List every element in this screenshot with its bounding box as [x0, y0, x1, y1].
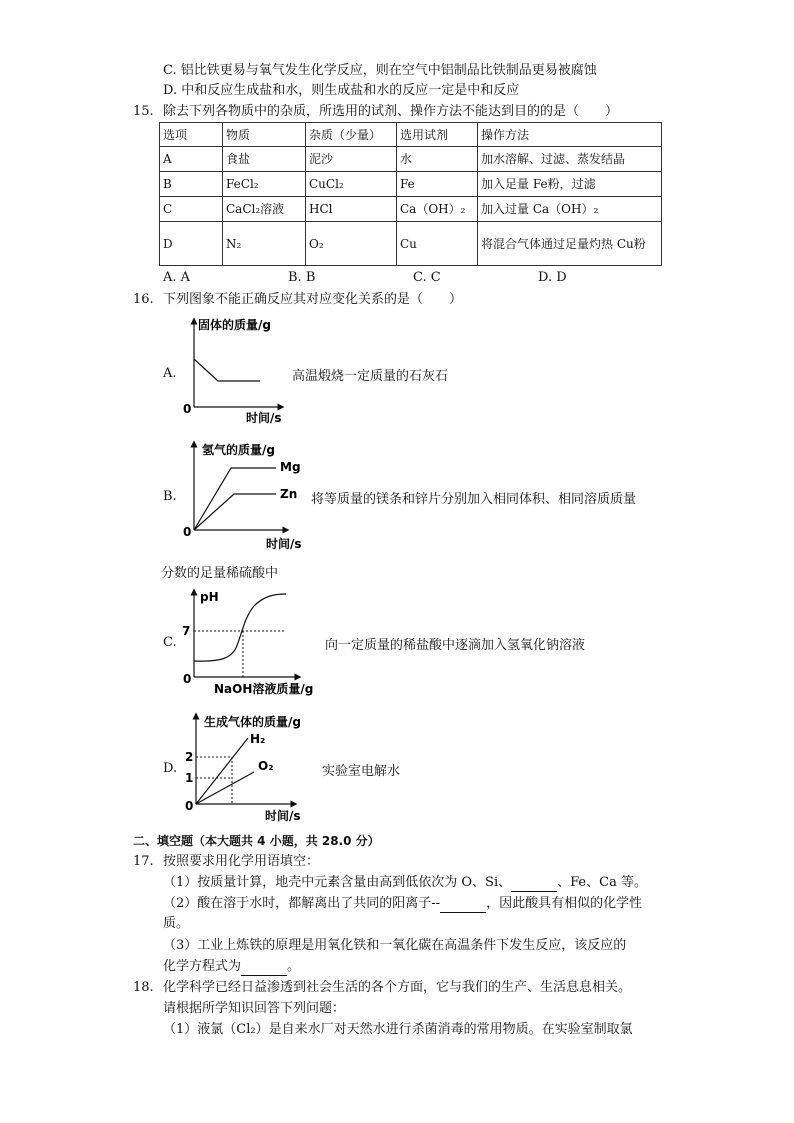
q16-stem: 下列图象不能正确反应其对应变化关系的是（ ） — [163, 292, 463, 307]
q16-option-b-label[interactable]: B. — [163, 489, 177, 504]
graph-c-desc: 向一定质量的稀盐酸中逐滴加入氢氧化钠溶液 — [325, 638, 586, 653]
q18-stem-1: 化学科学已经日益渗透到社会生活的各个方面，它与我们的生产、生活息息相关。 — [163, 980, 632, 995]
graph-b-series2: Zn — [280, 487, 298, 501]
q17-blank-1[interactable] — [511, 879, 557, 892]
graph-d-tick-2: 2 — [185, 750, 194, 764]
graph-c-origin: 0 — [183, 672, 192, 686]
q17-part2-a: （2）酸在溶于水时，都解离出了共同的阳离子-- — [163, 896, 441, 911]
q17-part3 — [163, 958, 300, 976]
table-cell: 将混合气体通过足量灼热 Cu粉 — [478, 222, 662, 266]
q18-number: 18. — [133, 980, 154, 995]
table-header-row — [160, 123, 662, 147]
q17-part3-b: 化学方程式为 — [163, 959, 242, 974]
table-header-cell: 杂质（少量） — [306, 123, 397, 147]
graph-d-series1: H₂ — [250, 732, 266, 746]
graph-c-xlabel: NaOH溶液质量/g — [214, 682, 314, 696]
q14-option-d: D. 中和反应生成盐和水，则生成盐和水的反应一定是中和反应 — [163, 83, 520, 98]
table-cell: HCl — [306, 197, 397, 222]
graph-d-series2: O₂ — [258, 759, 274, 773]
q17-part1-b: 、Fe、Ca 等。 — [557, 875, 647, 890]
table-cell: N₂ — [223, 222, 306, 266]
graph-b-desc2: 分数的足量稀硫酸中 — [161, 566, 279, 581]
q17-part1-a: （1）按质量计算，地壳中元素含量由高到低依次为 O、Si、 — [163, 875, 512, 890]
table-cell: 加入过量 Ca（OH）₂ — [478, 197, 662, 222]
graph-d-xlabel: 时间/s — [265, 809, 301, 823]
q16-option-c-label[interactable]: C. — [163, 635, 177, 650]
table-row — [160, 172, 662, 197]
table-cell: FeCl₂ — [223, 172, 306, 197]
q17-part2-c: 质。 — [163, 916, 190, 931]
q15-choice-c[interactable]: C. C — [413, 270, 441, 285]
q17-part3-c: 。 — [287, 959, 301, 974]
graph-a — [176, 313, 306, 428]
table-header-cell: 选用试剂 — [397, 123, 478, 147]
table-cell: 水 — [397, 147, 478, 172]
q16-number: 16. — [133, 292, 154, 307]
graph-d-origin: 0 — [185, 799, 194, 813]
q15-number: 15. — [133, 104, 154, 119]
graph-b — [176, 436, 316, 554]
table-cell: 加入足量 Fe粉，过滤 — [478, 172, 662, 197]
table-cell: O₂ — [306, 222, 397, 266]
graph-c — [176, 586, 336, 698]
section-title: 二、填空题（本大题共 4 小题，共 28.0 分） — [133, 834, 380, 848]
graph-b-series1: Mg — [280, 460, 301, 474]
table-cell: C — [160, 197, 223, 222]
q17-stem: 按照要求用化学用语填空： — [163, 854, 320, 869]
graph-b-ylabel: 氢气的质量/g — [202, 443, 275, 457]
table-cell: D — [160, 222, 223, 266]
q17-blank-3[interactable] — [241, 963, 287, 976]
graph-b-xlabel: 时间/s — [266, 537, 302, 551]
table-cell: Fe — [397, 172, 478, 197]
q17-number: 17. — [133, 854, 154, 869]
q17-part2 — [163, 895, 642, 913]
graph-b-origin: 0 — [183, 525, 192, 539]
q17-part2-b: ，因此酸具有相似的化学性 — [486, 896, 643, 911]
q15-choice-b[interactable]: B. B — [288, 270, 316, 285]
table-cell: 食盐 — [223, 147, 306, 172]
q18-stem-2: 请根据所学知识回答下列问题： — [163, 1001, 346, 1016]
table-header-cell: 物质 — [223, 123, 306, 147]
q18-part1: （1）液氯（Cl₂）是自来水厂对天然水进行杀菌消毒的常用物质。在实验室制取氯 — [163, 1022, 633, 1037]
graph-b-mg-line — [194, 468, 276, 530]
graph-a-desc: 高温煅烧一定质量的石灰石 — [292, 369, 449, 384]
graph-c-tick-7: 7 — [182, 624, 191, 638]
q16-option-d-label[interactable]: D. — [163, 761, 178, 776]
q17-blank-2[interactable] — [440, 900, 486, 913]
table-row — [160, 222, 662, 266]
table-cell: Cu — [397, 222, 478, 266]
table-cell: CaCl₂溶液 — [223, 197, 306, 222]
q17-part1 — [163, 874, 647, 892]
table-row — [160, 147, 662, 172]
graph-c-curve — [194, 594, 286, 661]
graph-a-ylabel: 固体的质量/g — [198, 318, 271, 332]
table-cell: Ca（OH）₂ — [397, 197, 478, 222]
table-cell: A — [160, 147, 223, 172]
q15-choice-d[interactable]: D. D — [538, 270, 567, 285]
table-cell: B — [160, 172, 223, 197]
graph-b-zn-line — [194, 494, 276, 530]
q16-option-a-label[interactable]: A. — [163, 366, 177, 381]
graph-d-o2-line — [196, 772, 254, 804]
graph-d-tick-1: 1 — [185, 771, 194, 785]
graph-a-origin: 0 — [183, 402, 192, 416]
q15-choice-a[interactable]: A. A — [163, 270, 191, 285]
table-cell: CuCl₂ — [306, 172, 397, 197]
graph-a-line — [194, 359, 260, 381]
table-cell: 泥沙 — [306, 147, 397, 172]
table-row — [160, 197, 662, 222]
q15-stem: 除去下列各物质中的杂质，所选用的试剂、操作方法不能达到目的的是（ ） — [163, 104, 619, 119]
graph-b-desc: 将等质量的镁条和锌片分别加入相同体积、相同溶质质量 — [311, 492, 637, 507]
graph-c-ylabel: pH — [200, 590, 219, 604]
q15-table — [159, 122, 662, 266]
table-header-cell: 选项 — [160, 123, 223, 147]
graph-d — [176, 710, 326, 825]
table-header-cell: 操作方法 — [478, 123, 662, 147]
table-cell: 加水溶解、过滤、蒸发结晶 — [478, 147, 662, 172]
graph-a-xlabel: 时间/s — [246, 411, 282, 425]
graph-d-h2-line — [196, 738, 248, 804]
q14-option-c: C. 铝比铁更易与氧气发生化学反应，则在空气中铝制品比铁制品更易被腐蚀 — [163, 63, 597, 78]
graph-d-desc: 实验室电解水 — [322, 764, 401, 779]
graph-d-ylabel: 生成气体的质量/g — [204, 715, 301, 729]
q17-part3-a: （3）工业上炼铁的原理是用氧化铁和一氧化碳在高温条件下发生反应，该反应的 — [163, 938, 627, 953]
